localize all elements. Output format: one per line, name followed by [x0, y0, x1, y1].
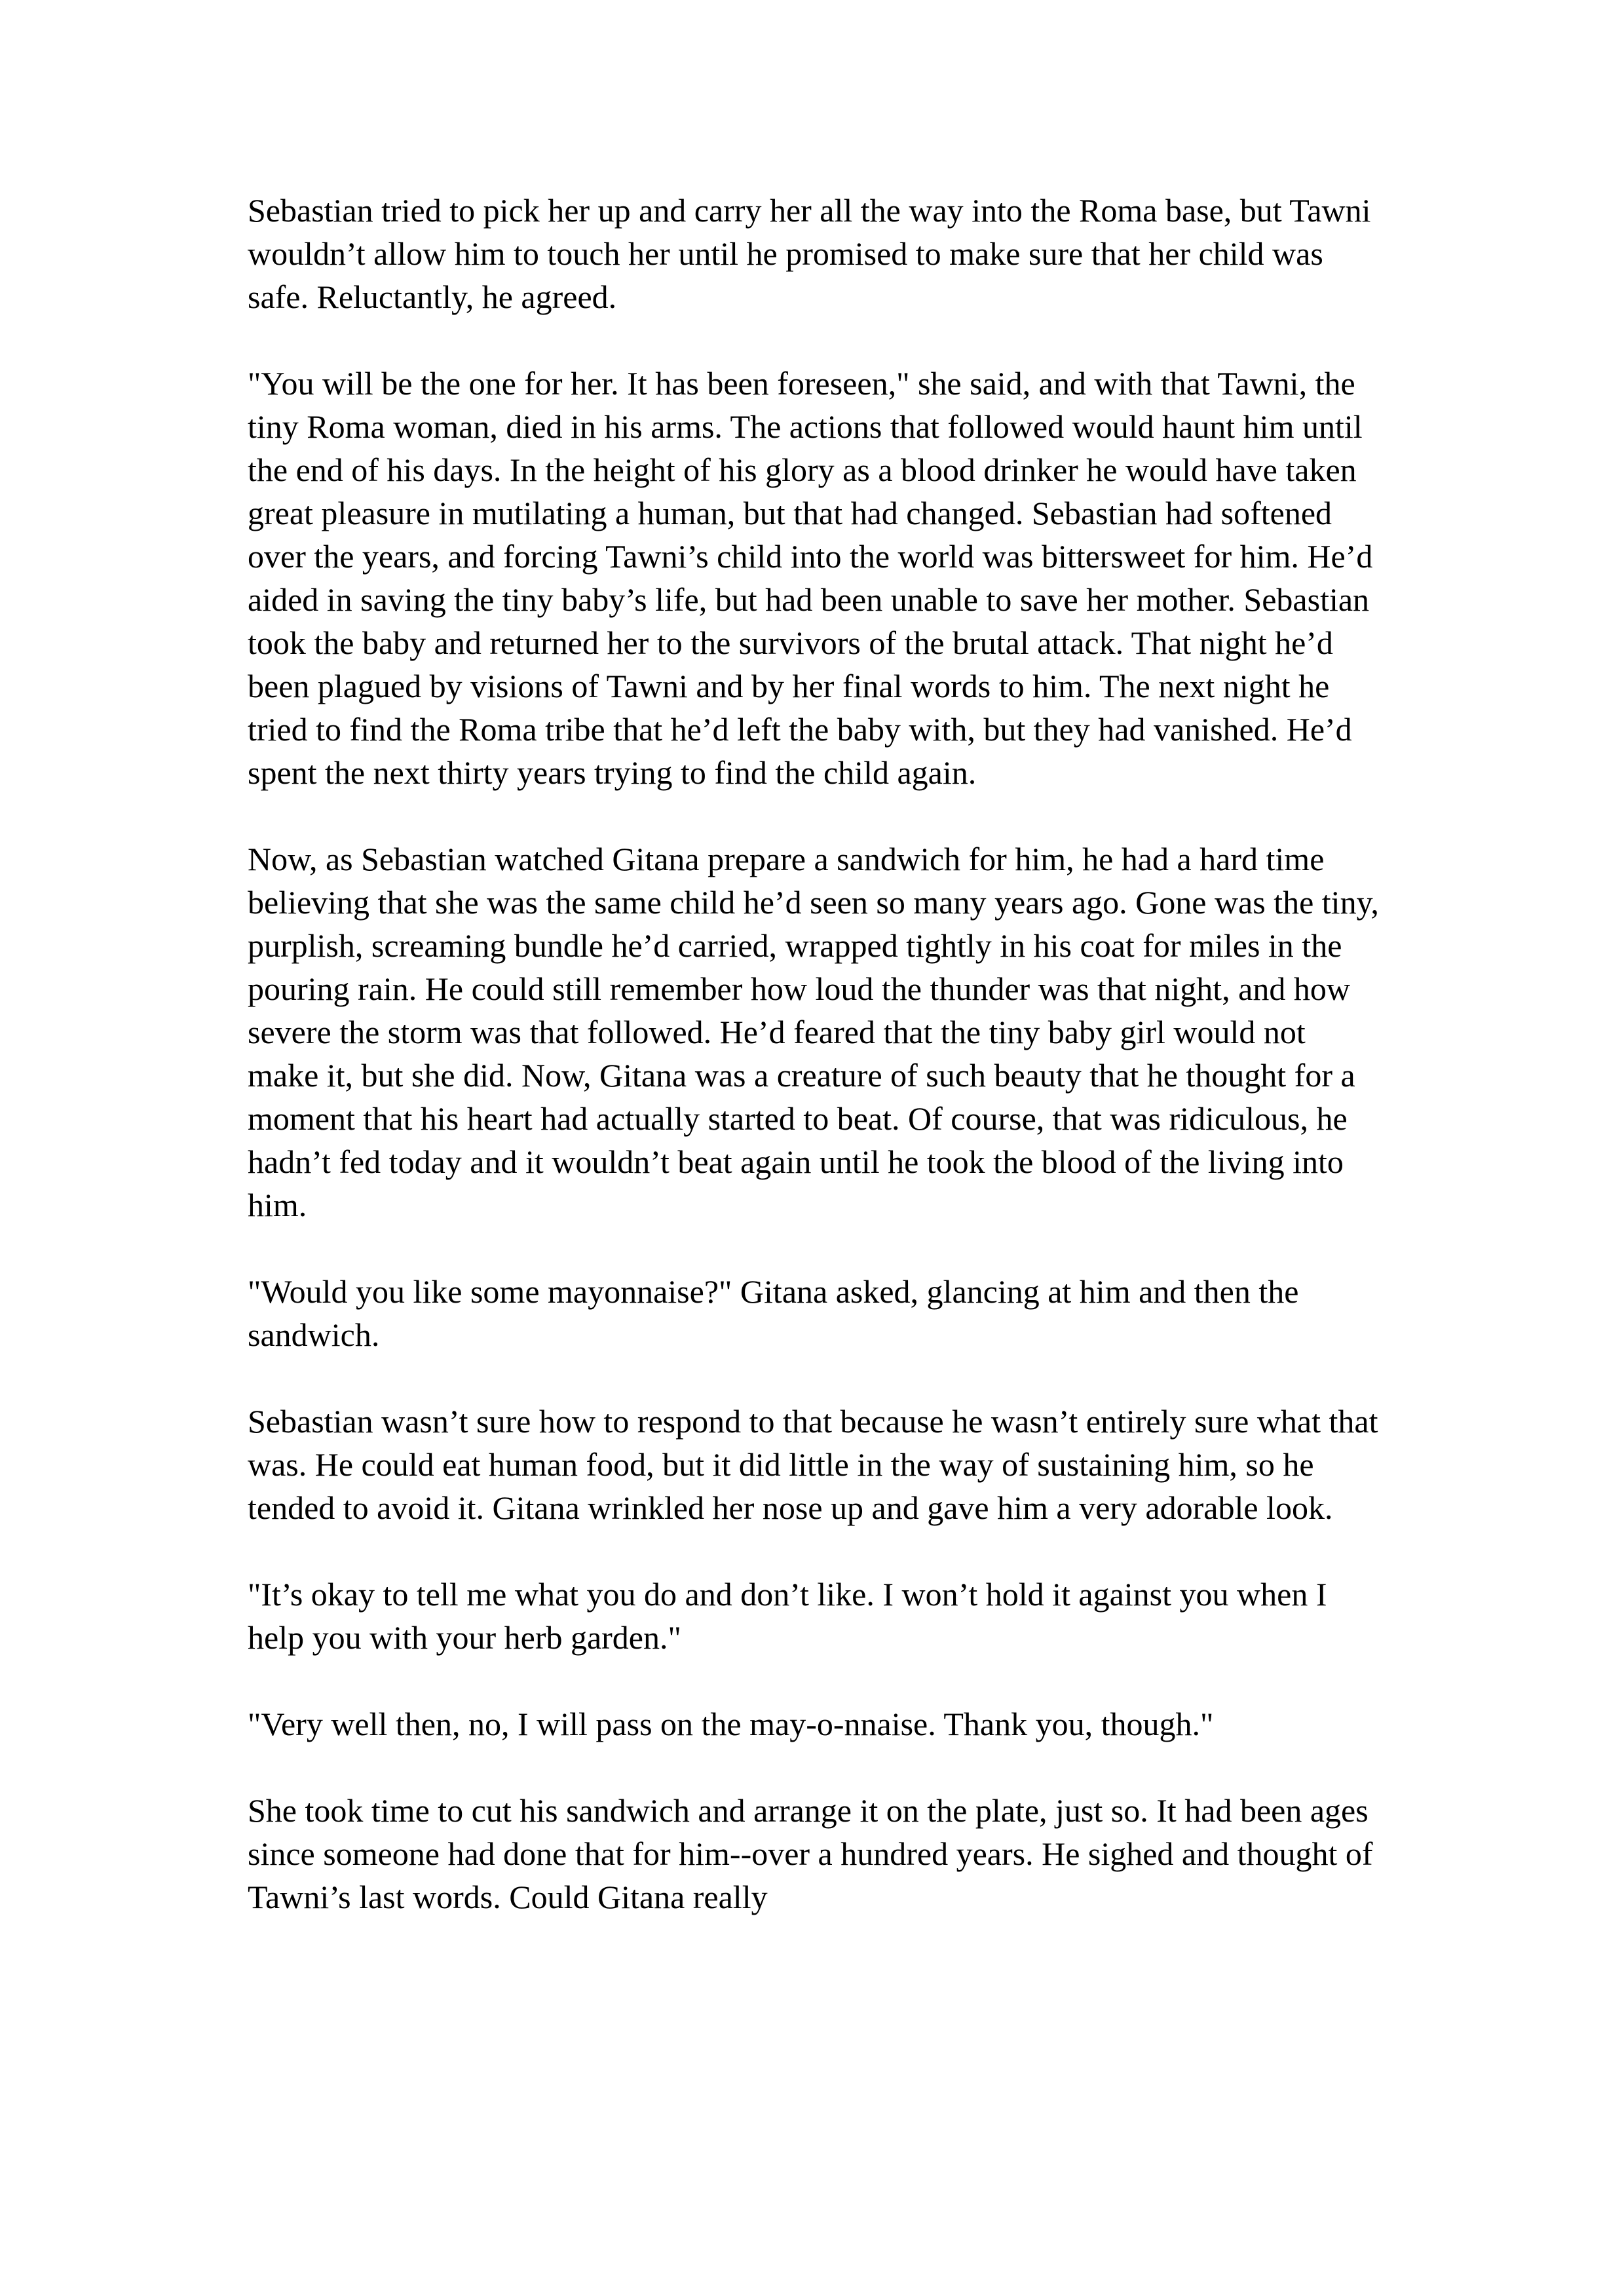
paragraph-2: "You will be the one for her. It has been foreseen," she said, and with that Tawni, the tiny Roma woman, died in his arms. The actions that followed would haunt him until the end of his days. In the height of his glory as a blood drinker he would have taken great pleasure in mutilating a human, but that had changed. Sebastian had softened over the years, and forcing Tawni’s child into the world was bittersweet for him. He’d aided in saving the tiny baby’s life, but had been unable to save her mother. Sebastian took the baby and returned her to the survivors of the brutal attack. That night he’d been plagued by visions of Tawni and by her final words to him. The next night he tried to find the Roma tribe that he’d left the baby with, but they had vanished. He’d spent the next thirty years trying to find the child again.	[248, 365, 1373, 791]
paragraph-1: Sebastian tried to pick her up and carry her all the way into the Roma base, but Tawni wouldn’t allow him to touch her until he promised to make sure that her child was safe. Reluctantly, he agreed.	[248, 192, 1371, 315]
paragraph-6: "It’s okay to tell me what you do and don’t like. I won’t hold it against you when I help you with your herb garden."	[248, 1576, 1327, 1656]
paragraph-5: Sebastian wasn’t sure how to respond to that because he wasn’t entirely sure what that was. He could eat human food, but it did little in the way of sustaining him, so he tended to avoid it. Gitana wrinkled her nose up and gave him a very adorable look.	[248, 1403, 1378, 1526]
paragraph-7: "Very well then, no, I will pass on the may-o-nnaise. Thank you, though."	[248, 1706, 1214, 1742]
paragraph-8: She took time to cut his sandwich and arrange it on the plate, just so. It had been ages since someone had done that for him--over a hundred years. He sighed and thought of Tawni’s last words. Could Gitana really	[248, 1792, 1373, 1915]
paragraph-4: "Would you like some mayonnaise?" Gitana asked, glancing at him and then the sandwich.	[248, 1273, 1299, 1353]
page-text-body	[248, 189, 1381, 1919]
paragraph-3: Now, as Sebastian watched Gitana prepare a sandwich for him, he had a hard time believing that she was the same child he’d seen so many years ago. Gone was the tiny, purplish, screaming bundle he’d carried, wrapped tightly in his coat for miles in the pouring rain. He could still remember how loud the thunder was that night, and how severe the storm was that followed. He’d feared that the tiny baby girl would not make it, but she did. Now, Gitana was a creature of such beauty that he thought for a moment that his heart had actually started to beat. Of course, that was ridiculous, he hadn’t fed today and it wouldn’t beat again until he took the blood of the living into him.	[248, 841, 1379, 1223]
